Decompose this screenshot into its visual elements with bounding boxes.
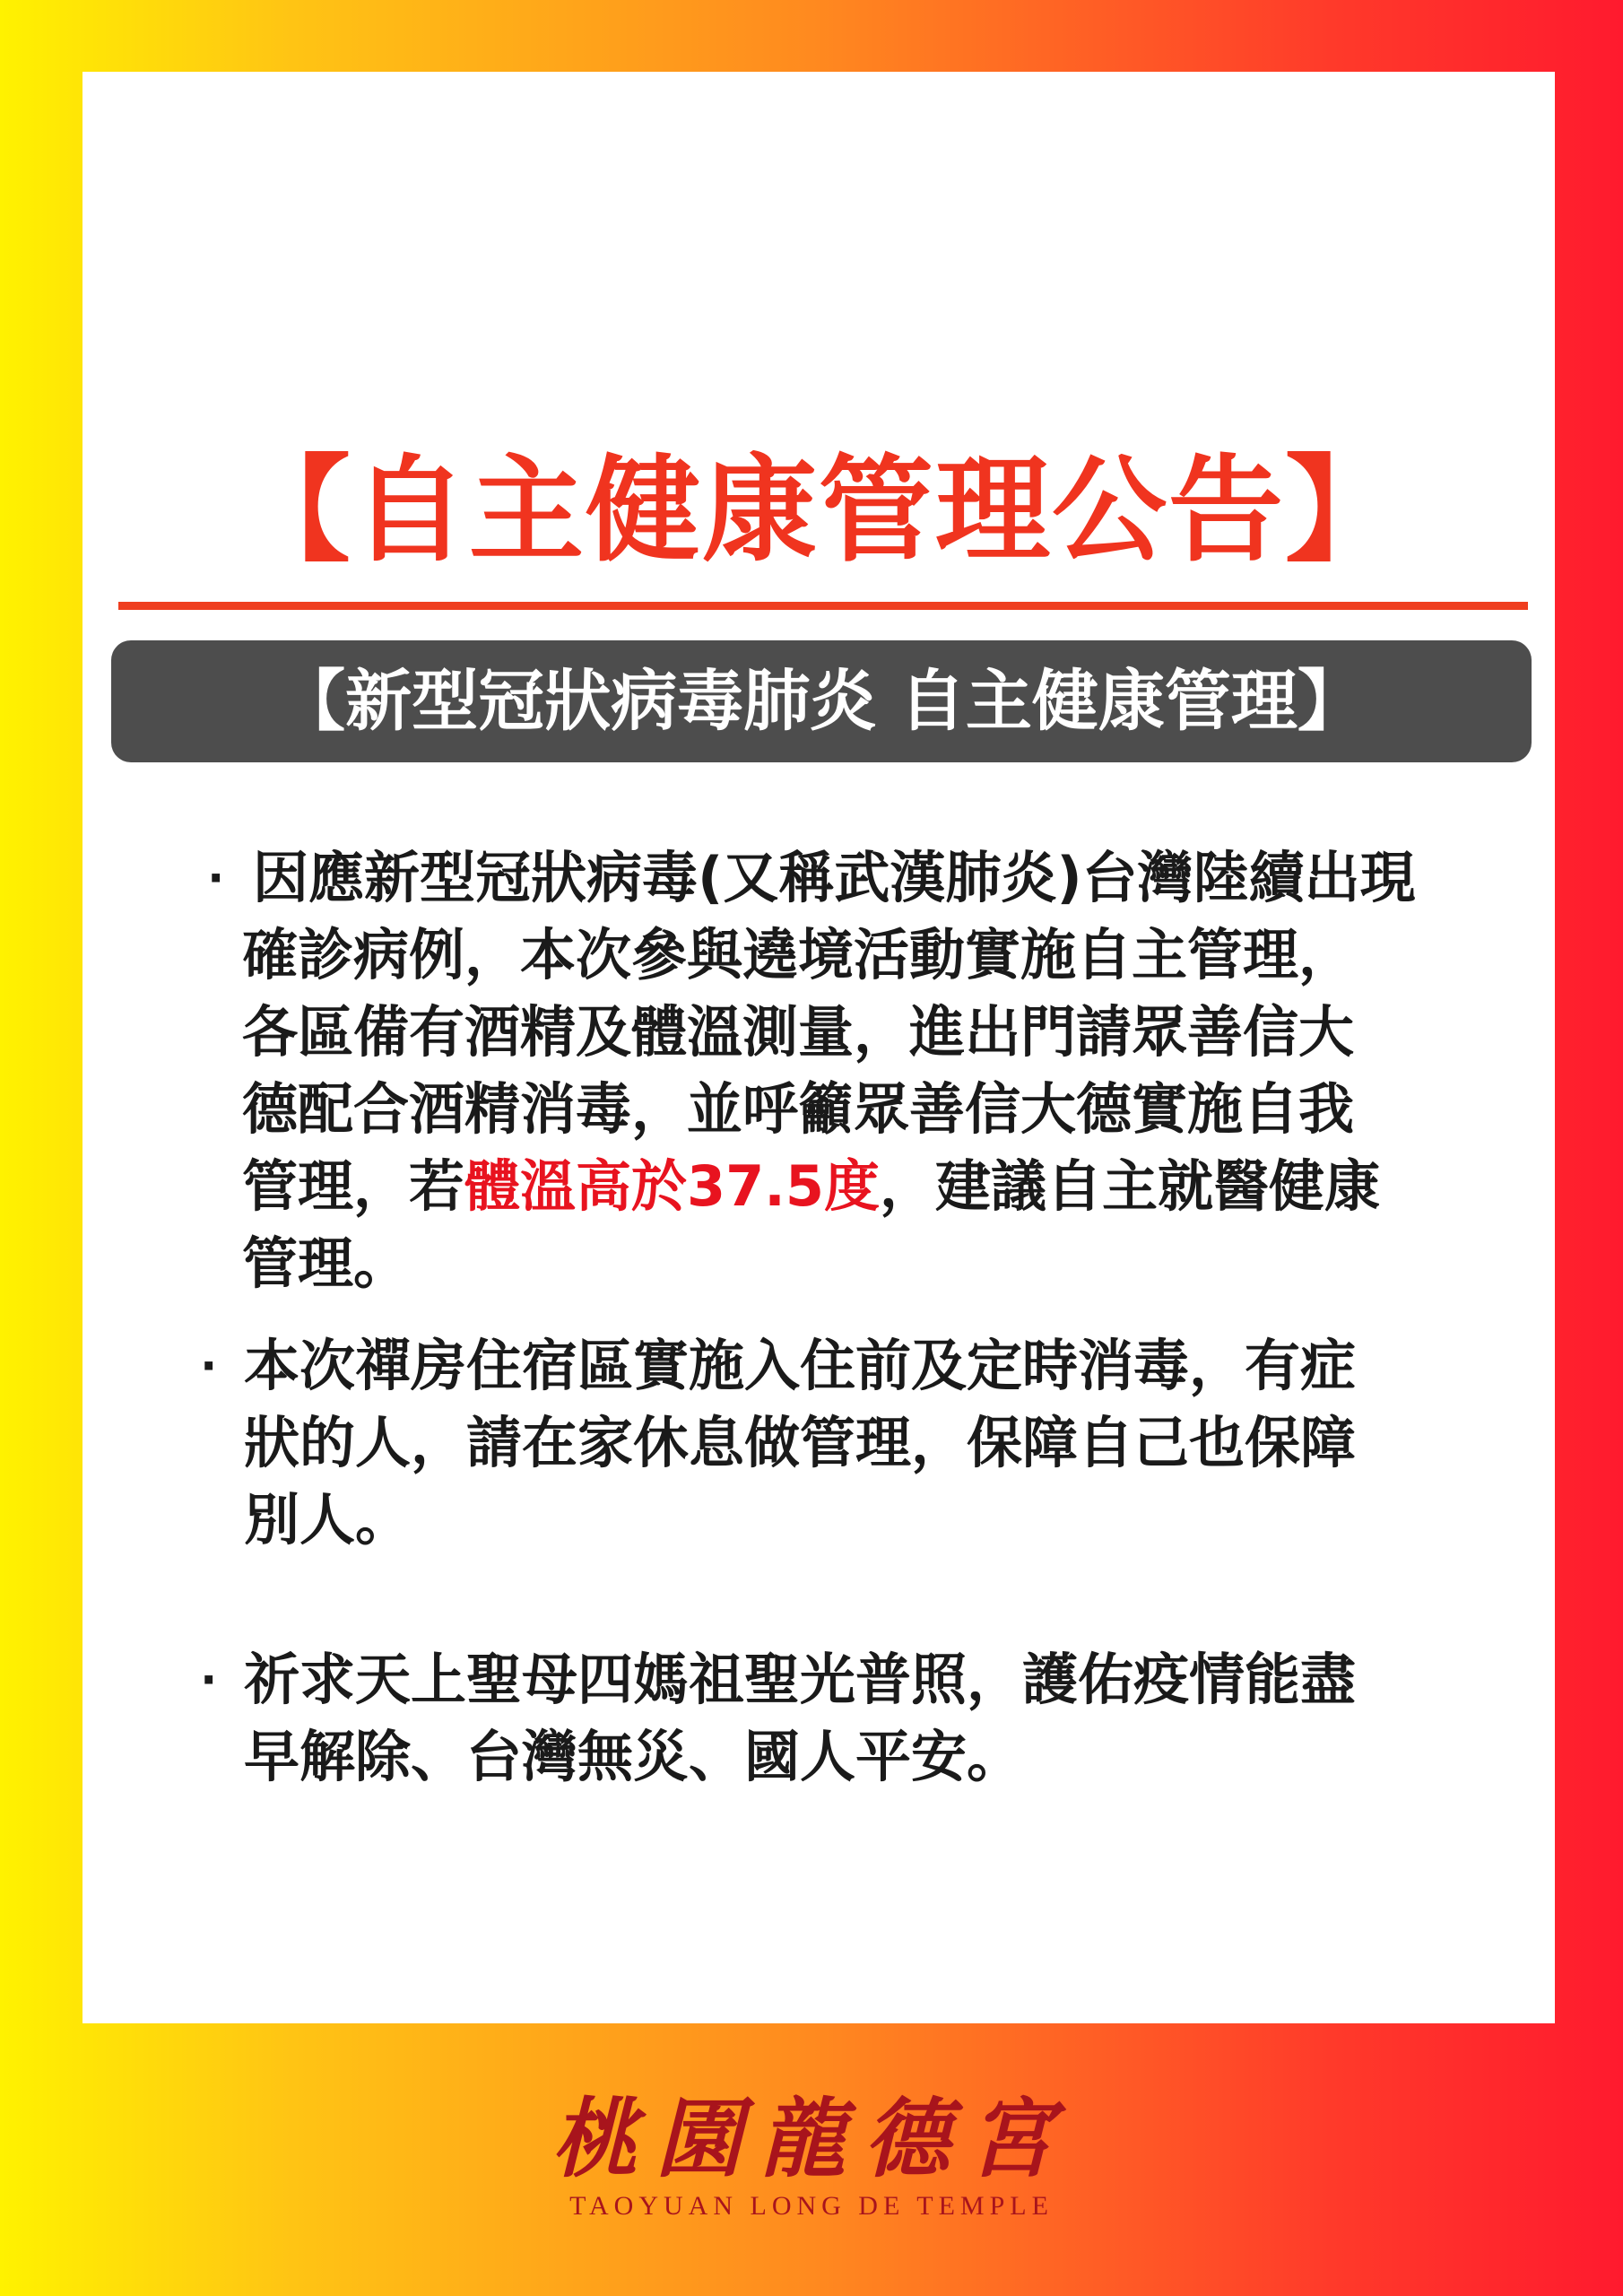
paragraph-3-line-1: 祈求天上聖母四媽祖聖光普照，護佑疫情能盡 bbox=[244, 1647, 1357, 1712]
paragraph-2-line-2: 狀的人，請在家休息做管理，保障自己也保障 bbox=[244, 1410, 1357, 1475]
line-5-prefix: 管理，若 bbox=[242, 1153, 465, 1219]
paragraph-1-line-6: 管理。 bbox=[242, 1231, 410, 1296]
paragraph-3-line-2: 早解除、台灣無災、國人平安。 bbox=[244, 1724, 1023, 1789]
title-divider bbox=[118, 602, 1528, 610]
paragraph-3 bbox=[244, 1641, 1472, 1796]
line-5-suffix: ，建議自主就醫健康 bbox=[880, 1153, 1381, 1219]
paragraph-2 bbox=[244, 1327, 1472, 1559]
temple-name-chinese: 桃園龍德宮 bbox=[551, 2088, 1072, 2189]
notice-panel bbox=[82, 72, 1555, 2023]
bullet-2: ‧ bbox=[201, 1340, 217, 1392]
paragraph-2-line-3: 別人。 bbox=[244, 1487, 412, 1552]
paragraph-1 bbox=[242, 839, 1481, 1302]
temple-name-english: TAOYUAN LONG DE TEMPLE bbox=[569, 2191, 1054, 2221]
temple-logo bbox=[0, 2090, 1623, 2224]
section-banner: 【新型冠狀病毒肺炎 自主健康管理】 bbox=[111, 640, 1532, 762]
paragraph-1-line-1: 因應新型冠狀病毒(又稱武漢肺炎)台灣陸續出現 bbox=[253, 845, 1416, 910]
bullet-1: ‧ bbox=[208, 852, 224, 904]
temperature-warning: 體溫高於37.5度 bbox=[464, 1153, 880, 1219]
notice-title: 【自主健康管理公告】 bbox=[235, 444, 1402, 578]
paragraph-1-line-2: 確診病例，本次參與遶境活動實施自主管理， bbox=[242, 922, 1355, 987]
paragraph-1-line-3: 各區備有酒精及體溫測量，進出門請眾善信大 bbox=[242, 999, 1355, 1065]
bullet-3: ‧ bbox=[201, 1654, 217, 1706]
paragraph-1-line-4: 德配合酒精消毒，並呼籲眾善信大德實施自我 bbox=[242, 1076, 1355, 1142]
paragraph-2-line-1: 本次禪房住宿區實施入住前及定時消毒，有症 bbox=[244, 1333, 1357, 1398]
paragraph-1-line-5 bbox=[242, 1148, 1481, 1225]
